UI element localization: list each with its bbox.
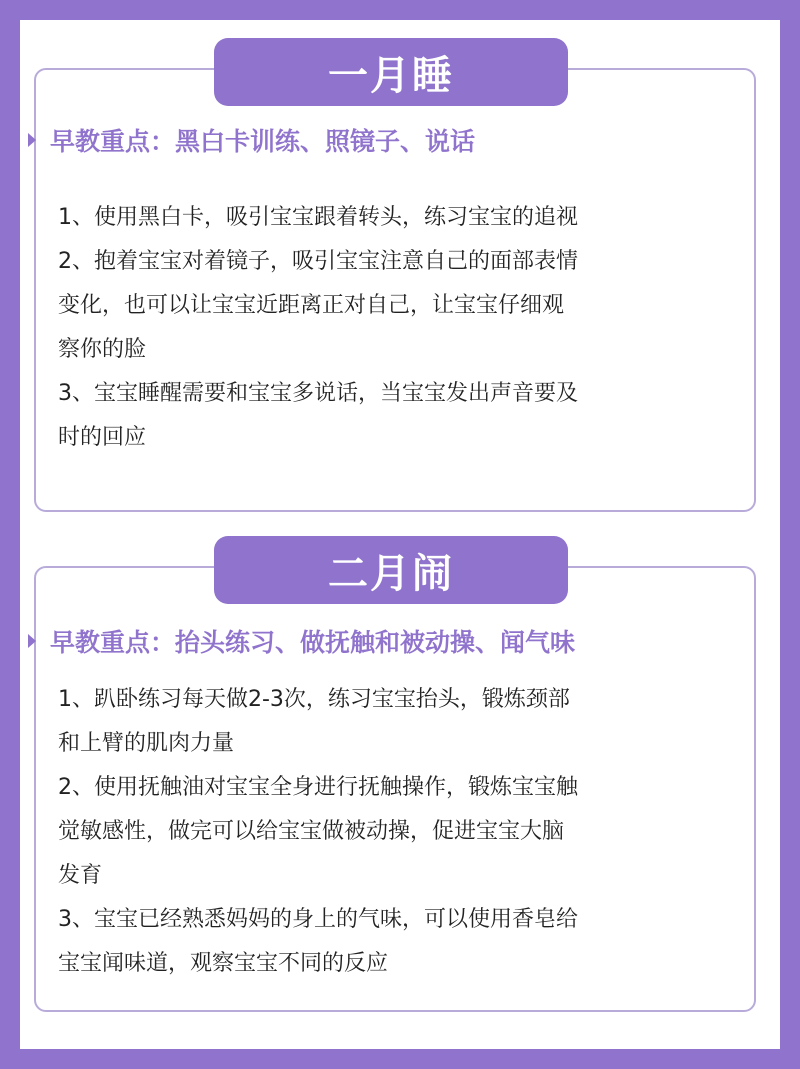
section-body-month-2 [58, 678, 718, 986]
focus-text: 早教重点：黑白卡训练、照镜子、说话 [50, 127, 476, 156]
section-title-month-1: 一月睡 [214, 38, 568, 106]
triangle-bullet-icon [28, 133, 36, 147]
triangle-bullet-icon [28, 634, 36, 648]
page [20, 20, 780, 1049]
focus-text: 早教重点：抬头练习、做抚触和被动操、闻气味 [50, 628, 576, 657]
body-line: 和上臂的肌肉力量 [58, 731, 235, 756]
body-line: 2、使用抚触油对宝宝全身进行抚触操作，锻炼宝宝触 [58, 775, 578, 800]
body-line: 2、抱着宝宝对着镜子，吸引宝宝注意自己的面部表情 [58, 249, 578, 274]
body-line: 察你的脸 [58, 337, 147, 362]
body-line: 1、使用黑白卡，吸引宝宝跟着转头，练习宝宝的追视 [58, 205, 578, 230]
body-line: 变化，也可以让宝宝近距离正对自己，让宝宝仔细观 [58, 293, 565, 318]
body-line: 觉敏感性，做完可以给宝宝做被动操，促进宝宝大脑 [58, 819, 565, 844]
section-title-month-2: 二月闹 [214, 536, 568, 604]
body-line: 1、趴卧练习每天做2-3次，练习宝宝抬头，锻炼颈部 [58, 687, 570, 712]
body-line: 3、宝宝已经熟悉妈妈的身上的气味，可以使用香皂给 [58, 907, 578, 932]
focus-heading-month-2 [28, 623, 772, 659]
body-line: 发育 [58, 863, 103, 888]
section-body-month-1 [58, 196, 718, 460]
body-line: 宝宝闻味道，观察宝宝不同的反应 [58, 951, 389, 976]
body-line: 3、宝宝睡醒需要和宝宝多说话，当宝宝发出声音要及 [58, 381, 578, 406]
focus-heading-month-1 [28, 122, 772, 158]
body-line: 时的回应 [58, 425, 147, 450]
